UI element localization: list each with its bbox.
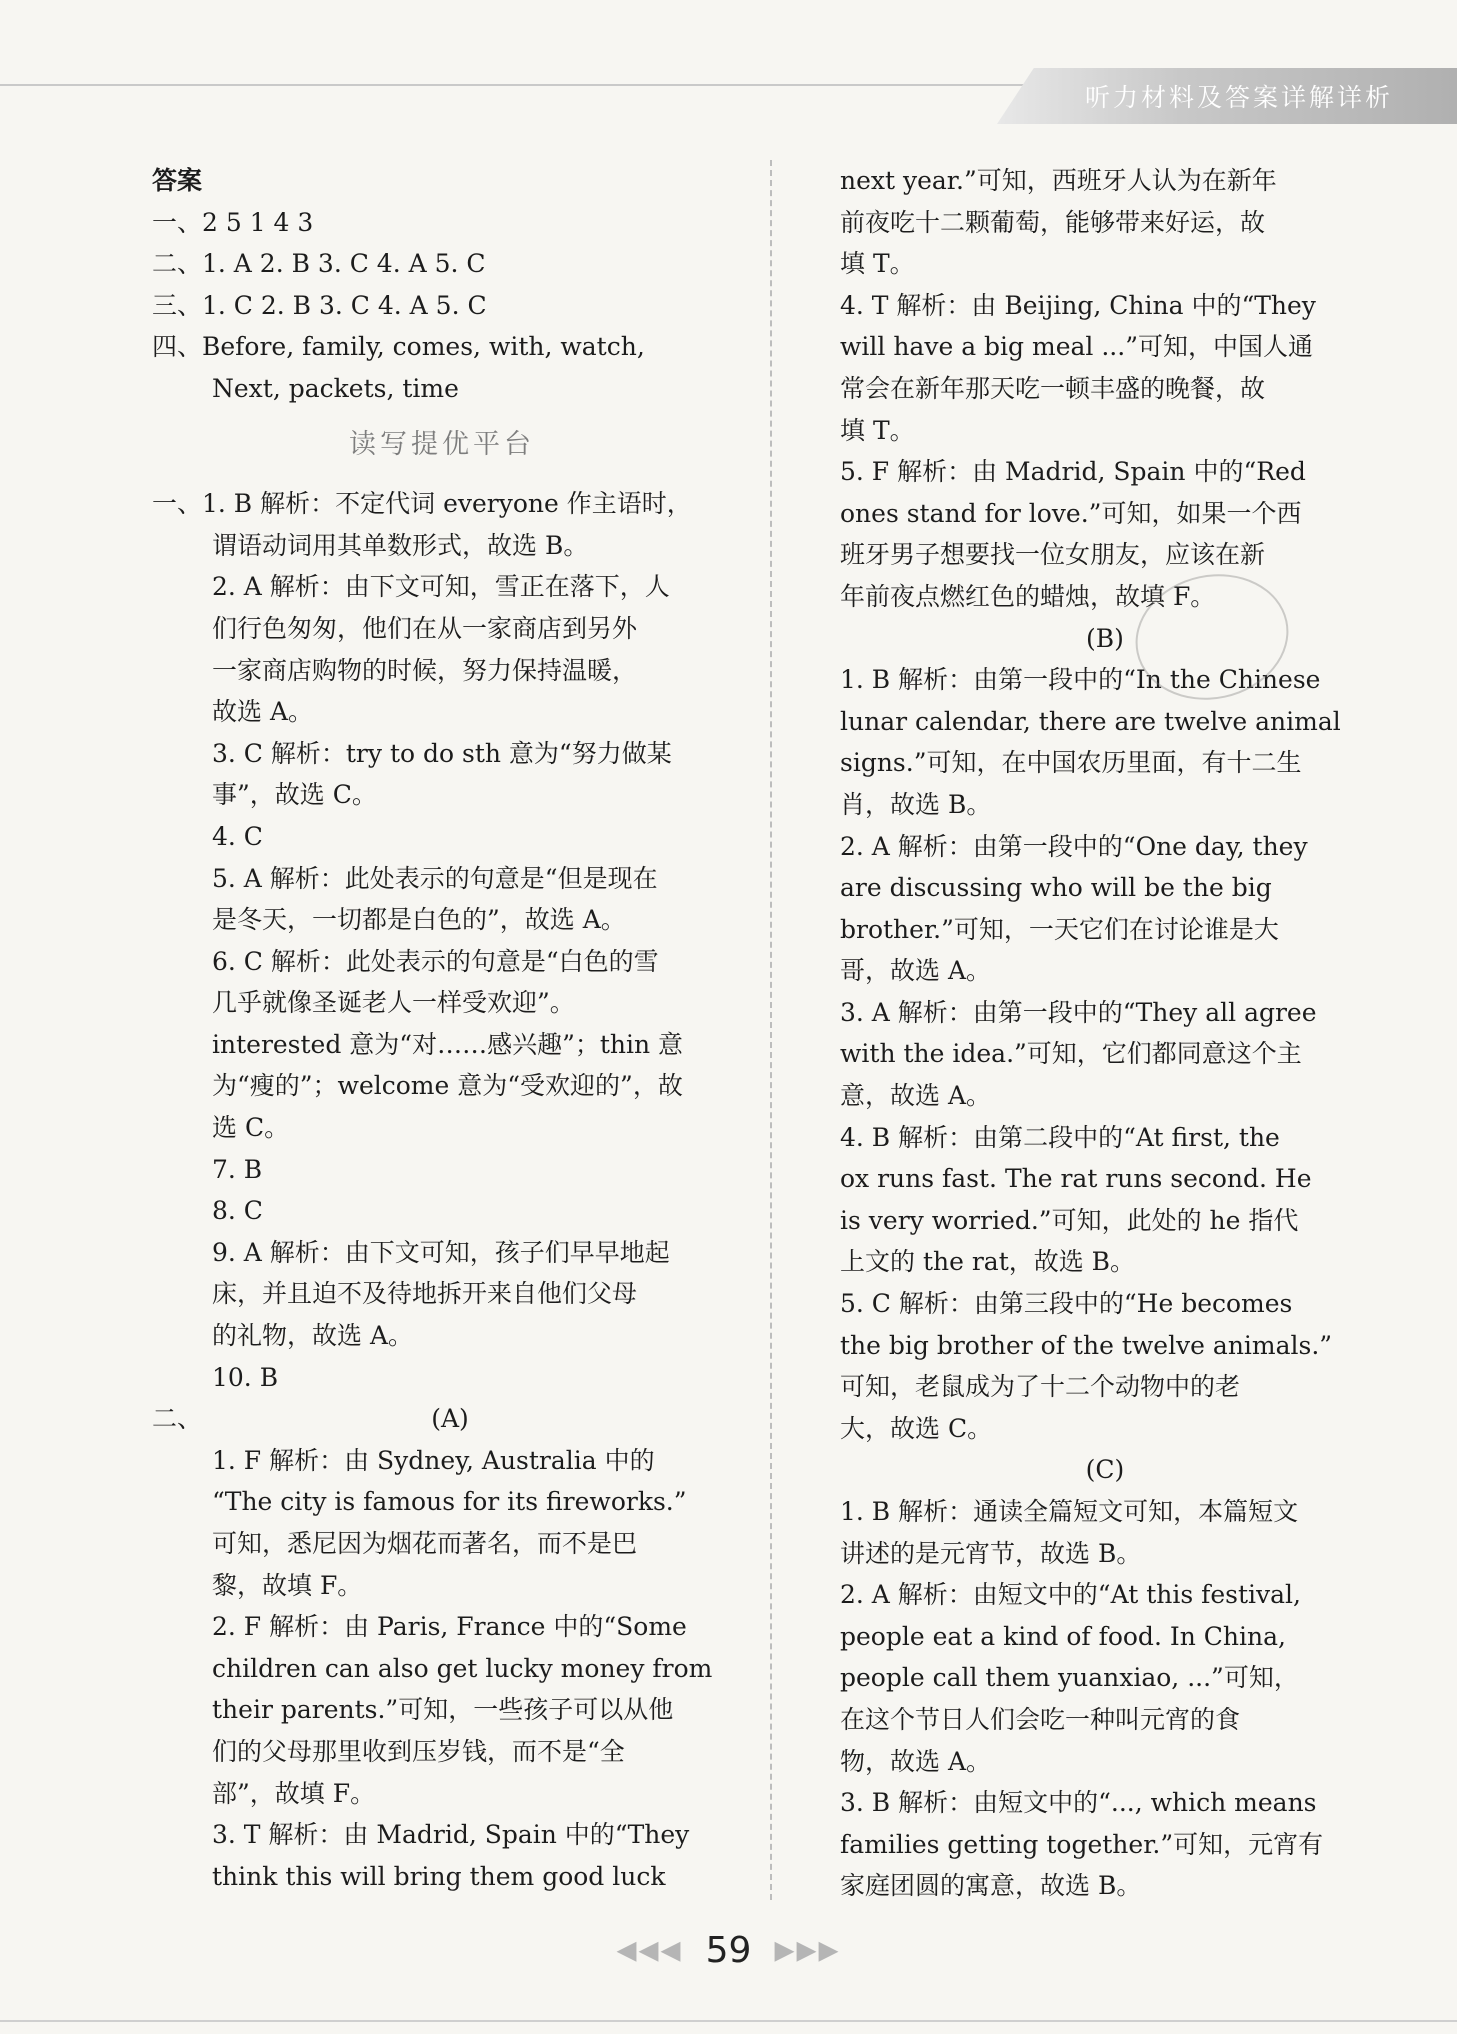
- explanation-line: ox runs fast. The rat runs second. He: [840, 1164, 1312, 1194]
- explanation-line: 1. F 解析：由 Sydney, Australia 中的: [212, 1445, 655, 1475]
- explanation-line: 大，故选 C。: [840, 1413, 993, 1443]
- explanation-line: lunar calendar, there are twelve animal: [840, 706, 1341, 736]
- explanation-line: 几乎就像圣诞老人一样受欢迎”。: [212, 988, 575, 1018]
- explanation-line: “The city is famous for its fireworks.”: [212, 1487, 687, 1517]
- answers-heading: 答案: [152, 166, 203, 195]
- answer-line: 三、1. C 2. B 3. C 4. A 5. C: [152, 290, 487, 320]
- part-two-label: 二、: [152, 1404, 203, 1434]
- explanation-line: next year.”可知，西班牙人认为在新年: [840, 166, 1277, 195]
- part-two-row: [152, 1398, 732, 1440]
- explanation-line: 4. T 解析：由 Beijing, China 中的“They: [840, 290, 1316, 320]
- page-number: 59: [705, 1930, 752, 1971]
- explanation-line: 5. C 解析：由第三段中的“He becomes: [840, 1289, 1293, 1319]
- explanation-line: 填 T。: [840, 249, 915, 279]
- explanation-line: 3. A 解析：由第一段中的“They all agree: [840, 997, 1317, 1027]
- explanation-line: 是冬天，一切都是白色的”，故选 A。: [212, 905, 626, 935]
- subsection-label-b: (B): [1086, 623, 1124, 653]
- left-column: [152, 160, 732, 1897]
- explanation-line: are discussing who will be the big: [840, 873, 1272, 903]
- explanation-line: signs.”可知，在中国农历里面，有十二生: [840, 748, 1302, 778]
- explanation-line: 哥，故选 A。: [840, 956, 992, 986]
- explanation-line: 上文的 the rat，故选 B。: [840, 1247, 1136, 1277]
- explanation-line: 2. A 解析：由短文中的“At this festival,: [840, 1580, 1301, 1610]
- explanation-line: 2. A 解析：由第一段中的“One day, they: [840, 831, 1308, 861]
- explanation-line: 1. B 解析：由第一段中的“In the Chinese: [840, 665, 1321, 695]
- answer-line: 二、1. A 2. B 3. C 4. A 5. C: [152, 249, 486, 279]
- explanation-line: 班牙男子想要找一位女朋友，应该在新: [840, 540, 1266, 570]
- explanation-line: 6. C 解析：此处表示的句意是“白色的雪: [212, 946, 659, 976]
- right-arrows-icon: ▶▶▶: [774, 1935, 841, 1966]
- explanation-line: 4. C: [212, 821, 263, 851]
- subsection-label-a: (A): [431, 1404, 469, 1434]
- explanation-line: 7. B: [212, 1154, 263, 1184]
- explanation-line: their parents.”可知，一些孩子可以从他: [212, 1695, 674, 1725]
- explanation-line: 3. B 解析：由短文中的“..., which means: [840, 1788, 1317, 1818]
- answer-line: 四、Before, family, comes, with, watch,: [152, 332, 645, 362]
- explanation-line: 物，故选 A。: [840, 1746, 992, 1776]
- explanation-line: 在这个节日人们会吃一种叫元宵的食: [840, 1704, 1241, 1734]
- explanation-line: 可知，老鼠成为了十二个动物中的老: [840, 1372, 1241, 1402]
- explanation-line: 们行色匆匆，他们在从一家商店到另外: [212, 613, 638, 643]
- explanation-line: 黎，故填 F。: [212, 1570, 363, 1600]
- explanation-line: 选 C。: [212, 1113, 290, 1143]
- column-divider: [770, 160, 772, 1900]
- explanation-line: 前夜吃十二颗葡萄，能够带来好运，故: [840, 207, 1266, 237]
- page-footer: [0, 1930, 1457, 1971]
- explanation-line: 肖，故选 B。: [840, 789, 992, 819]
- explanation-line: 年前夜点燃红色的蜡烛，故填 F。: [840, 581, 1216, 611]
- explanation-line: interested 意为“对……感兴趣”；thin 意: [212, 1029, 684, 1059]
- explanation-line: is very worried.”可知，此处的 he 指代: [840, 1205, 1299, 1235]
- explanation-line: 床，并且迫不及待地拆开来自他们父母: [212, 1279, 638, 1309]
- explanation-line: 一家商店购物的时候，努力保持温暖，: [212, 655, 638, 685]
- explanation-line: 3. C 解析：try to do sth 意为“努力做某: [212, 738, 672, 768]
- explanation-line: 们的父母那里收到压岁钱，而不是“全: [212, 1736, 625, 1766]
- explanation-line: 部”，故填 F。: [212, 1778, 376, 1808]
- answer-line: Next, packets, time: [212, 373, 459, 403]
- explanation-line: 4. B 解析：由第二段中的“At first, the: [840, 1122, 1280, 1152]
- section-title: 读写提优平台: [349, 428, 535, 460]
- explanation-line: ones stand for love.”可知，如果一个西: [840, 498, 1302, 528]
- explanation-line: 讲述的是元宵节，故选 B。: [840, 1538, 1142, 1568]
- explanation-line: 2. A 解析：由下文可知，雪正在落下，人: [212, 572, 670, 602]
- left-arrows-icon: ◀◀◀: [616, 1935, 683, 1966]
- explanation-line: 2. F 解析：由 Paris, France 中的“Some: [212, 1612, 687, 1642]
- explanation-line: 为“瘦的”；welcome 意为“受欢迎的”，故: [212, 1071, 683, 1101]
- explanation-line: people call them yuanxiao, ...”可知，: [840, 1663, 1299, 1693]
- explanation-line: 填 T。: [840, 415, 915, 445]
- explanation-line: brother.”可知，一天它们在讨论谁是大: [840, 914, 1279, 944]
- explanation-line: 家庭团圆的寓意，故选 B。: [840, 1871, 1142, 1901]
- explanation-line: 意，故选 A。: [840, 1081, 992, 1111]
- right-column: [840, 160, 1370, 1907]
- explanation-line: 谓语动词用其单数形式，故选 B。: [212, 530, 589, 560]
- explanation-line: 10. B: [212, 1362, 279, 1392]
- explanation-line: 3. T 解析：由 Madrid, Spain 中的“They: [212, 1820, 690, 1850]
- explanation-line: think this will bring them good luck: [212, 1861, 666, 1891]
- explanation-line: 事”，故选 C。: [212, 780, 377, 810]
- explanation-line: people eat a kind of food. In China,: [840, 1621, 1286, 1651]
- explanation-line: 故选 A。: [212, 697, 314, 727]
- explanation-line: 5. A 解析：此处表示的句意是“但是现在: [212, 863, 658, 893]
- explanation-line: 一、1. B 解析：不定代词 everyone 作主语时，: [152, 489, 692, 519]
- explanation-line: will have a big meal ...”可知，中国人通: [840, 332, 1313, 362]
- bottom-rule: [0, 2020, 1457, 2022]
- explanation-line: with the idea.”可知，它们都同意这个主: [840, 1039, 1302, 1069]
- explanation-line: 5. F 解析：由 Madrid, Spain 中的“Red: [840, 457, 1306, 487]
- header-title: 听力材料及答案详解详析: [1084, 83, 1393, 112]
- explanation-line: 8. C: [212, 1196, 263, 1226]
- subsection-label-c: (C): [1085, 1455, 1125, 1485]
- explanation-line: children can also get lucky money from: [212, 1653, 713, 1683]
- explanation-line: 常会在新年那天吃一顿丰盛的晚餐，故: [840, 373, 1266, 403]
- answer-line: 一、2 5 1 4 3: [152, 207, 314, 237]
- explanation-line: 9. A 解析：由下文可知，孩子们早早地起: [212, 1237, 670, 1267]
- explanation-line: families getting together.”可知，元宵有: [840, 1829, 1324, 1859]
- explanation-line: the big brother of the twelve animals.”: [840, 1330, 1333, 1360]
- explanation-line: 1. B 解析：通读全篇短文可知，本篇短文: [840, 1497, 1299, 1526]
- explanation-line: 可知，悉尼因为烟花而著名，而不是巴: [212, 1529, 638, 1558]
- explanation-line: 的礼物，故选 A。: [212, 1321, 414, 1351]
